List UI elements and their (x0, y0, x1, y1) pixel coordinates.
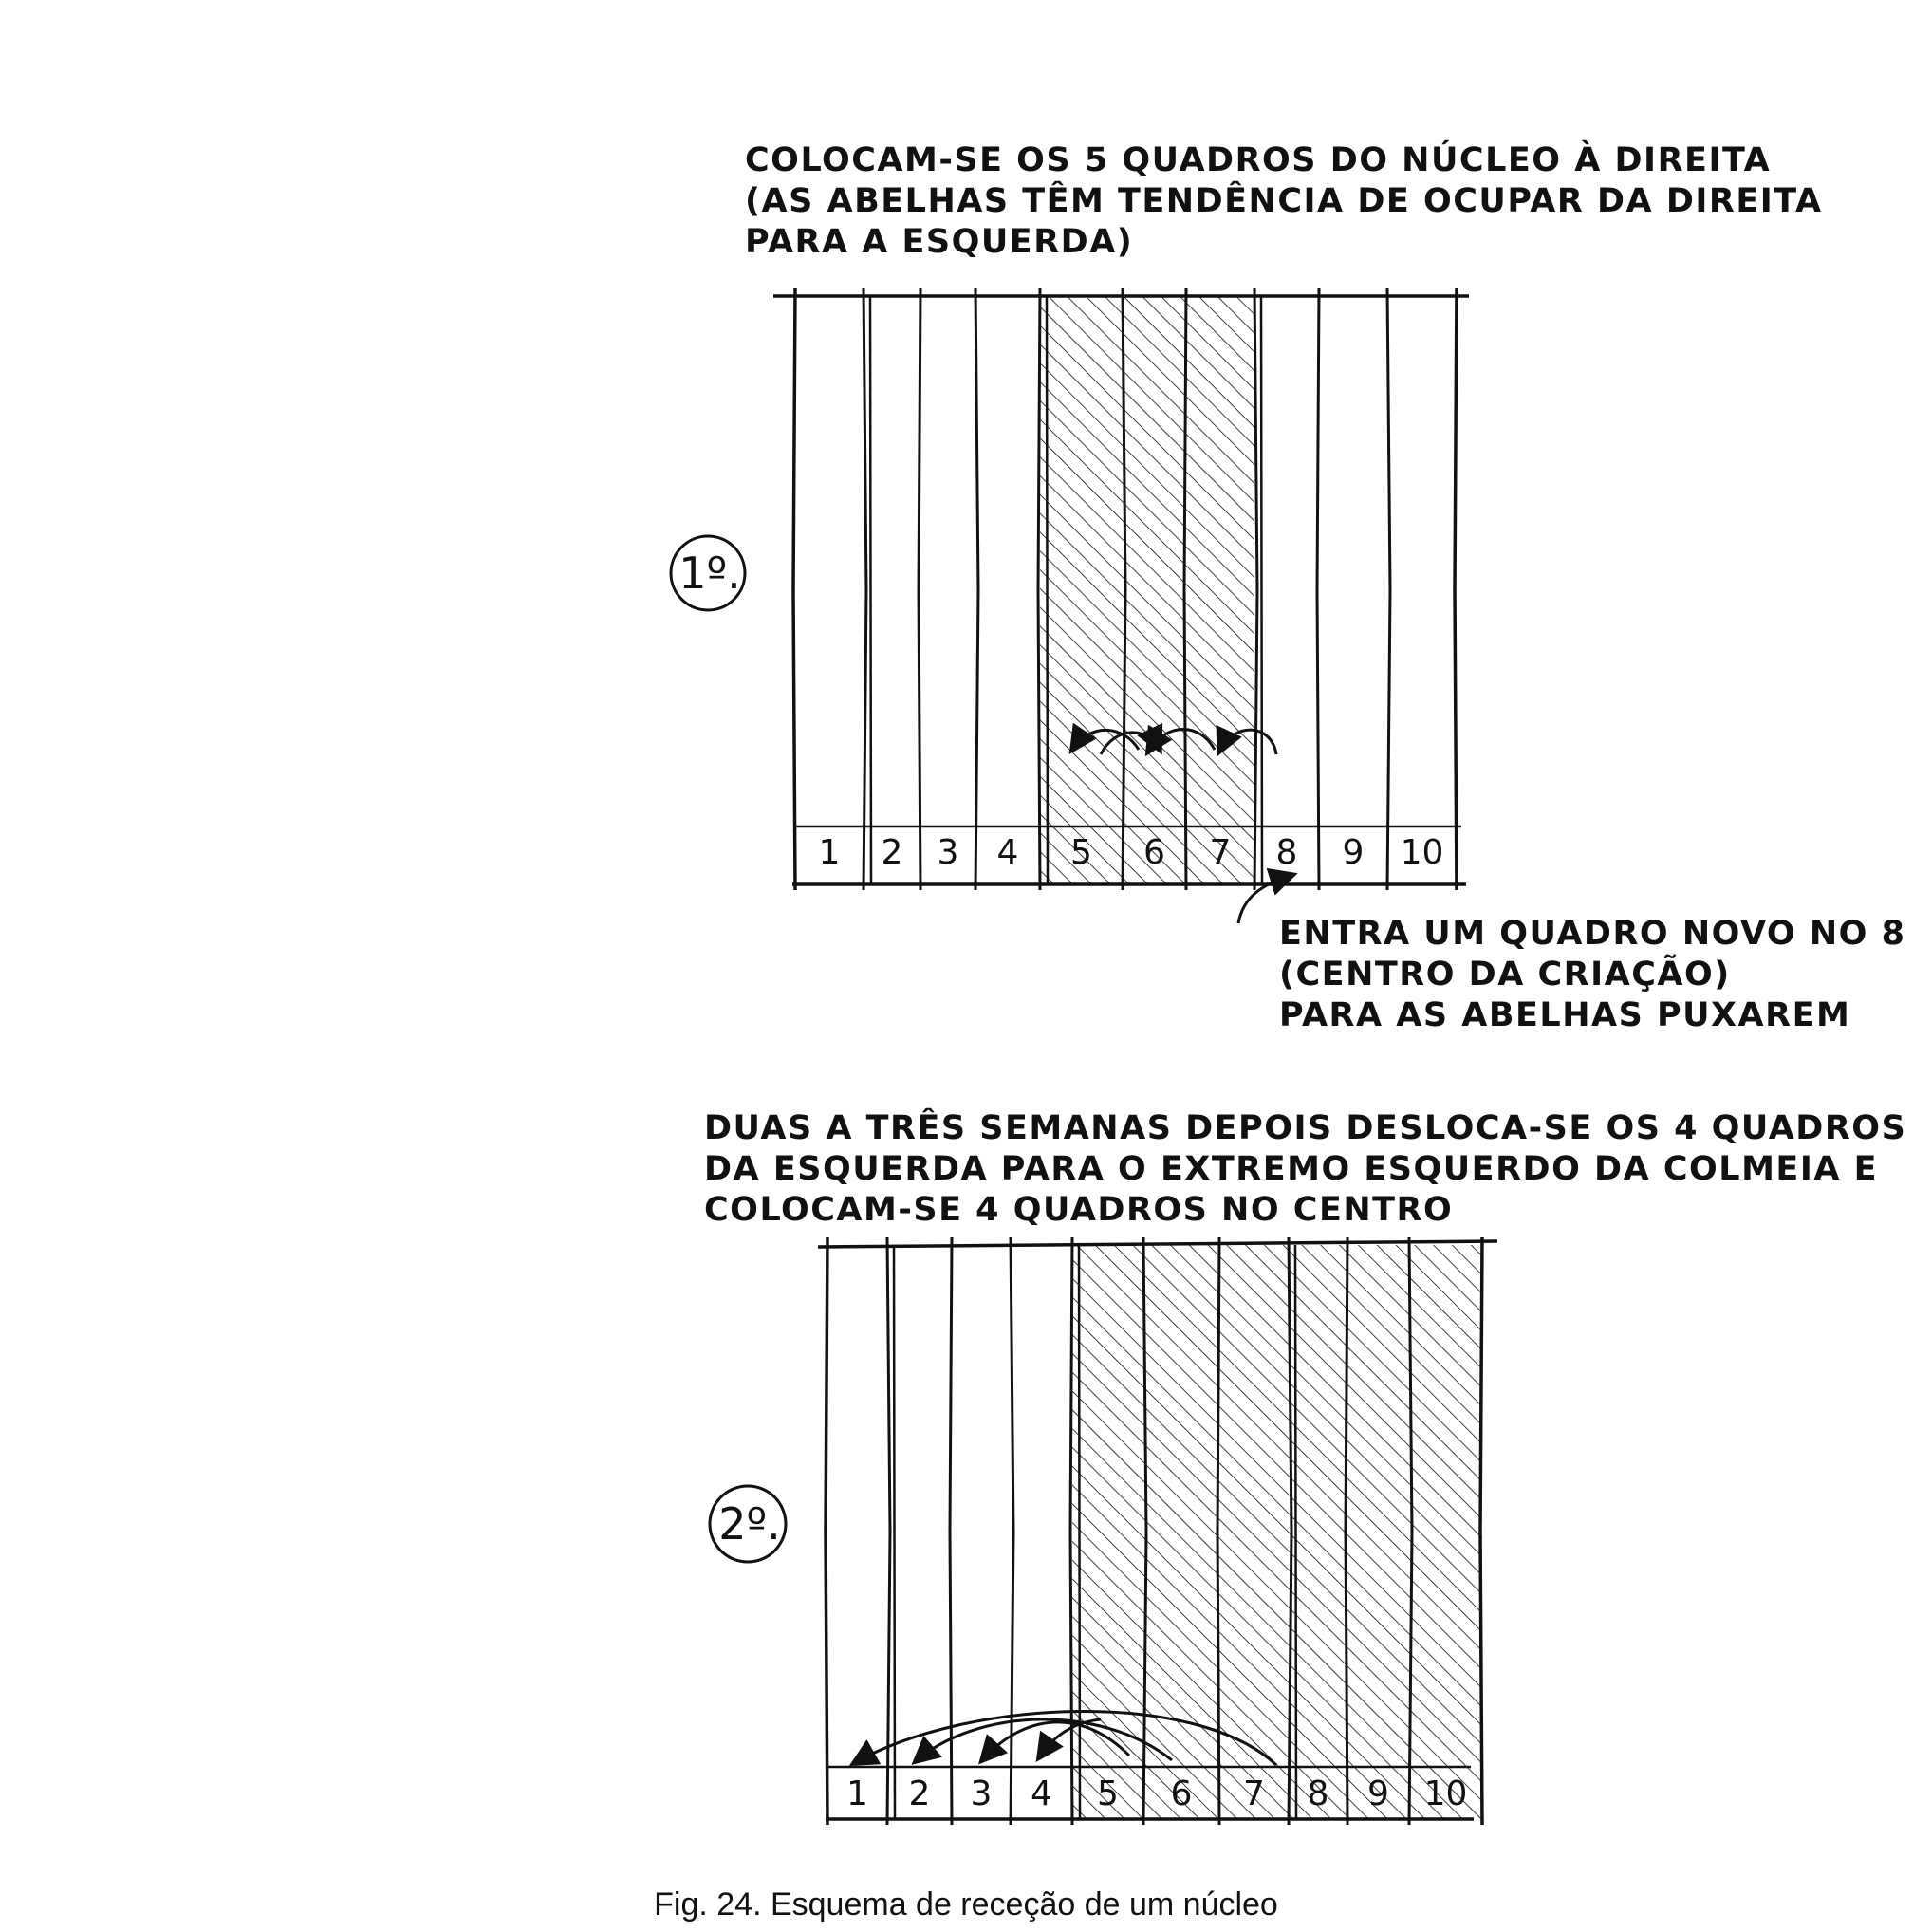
frame-number-label: 10 (1423, 1774, 1468, 1813)
frame-divider (1295, 1245, 1296, 1819)
frame-number-label: 7 (1209, 833, 1232, 872)
frame-divider (864, 288, 866, 890)
frame-number-label: 2 (908, 1774, 931, 1813)
frame-divider (1070, 1237, 1072, 1825)
frame-divider (1455, 288, 1457, 890)
hatched-frame (1143, 1245, 1219, 1819)
frame-divider (793, 288, 795, 890)
hive-step1 (671, 288, 1469, 923)
frame-divider (1387, 288, 1390, 890)
frame-divider (950, 1237, 952, 1825)
frame-number-label: 7 (1243, 1774, 1265, 1813)
step2-badge: 2º. (718, 1498, 781, 1550)
hatched-frame (1072, 1245, 1143, 1819)
frame-number-label: 9 (1367, 1774, 1389, 1813)
frame-divider (1038, 288, 1040, 890)
step1-badge: 1º. (678, 548, 741, 599)
step2-heading-line: DA ESQUERDA PARA O EXTREMO ESQUERDO DA COLMEIA E (704, 1150, 1879, 1188)
frame-number-label: 10 (1400, 833, 1444, 872)
frame-number-label: 3 (970, 1774, 993, 1813)
frame-number-label: 6 (1170, 1774, 1193, 1813)
frame-number-label: 1 (846, 1774, 868, 1813)
frame-divider (1480, 1237, 1482, 1825)
step1-heading-line: (AS ABELHAS TÊM TENDÊNCIA DE OCUPAR DA DIREITA (745, 182, 1823, 220)
step2-heading-line: DUAS A TRÊS SEMANAS DEPOIS DESLOCA-SE OS 4 QUADROS (704, 1109, 1907, 1147)
frame-number-label: 4 (996, 833, 1019, 872)
frame-divider (894, 1245, 895, 1819)
step1-note-line: (CENTRO DA CRIAÇÃO) (1279, 956, 1731, 994)
hatched-frame (1289, 1245, 1347, 1819)
step1-note-line: PARA AS ABELHAS PUXAREM (1279, 996, 1851, 1034)
frame-divider (887, 1237, 890, 1825)
frame-number-label: 9 (1342, 833, 1365, 872)
hatched-frames-step1 (1040, 296, 1254, 884)
figure-caption: Fig. 24. Esquema de receção de um núcleo (654, 1886, 1278, 1923)
step1-note-line: ENTRA UM QUADRO NOVO NO 8 (1279, 915, 1906, 953)
frame-divider (1254, 288, 1257, 890)
hatched-frame (1123, 296, 1186, 884)
frame-divider (826, 1237, 827, 1825)
hatched-frame (1219, 1245, 1289, 1819)
frame-divider (870, 296, 871, 884)
step1-heading-line: PARA A ESQUERDA) (745, 223, 1134, 261)
frame-number-label: 2 (881, 833, 903, 872)
hatched-frame (1347, 1245, 1409, 1819)
step1-heading-line: COLOCAM-SE OS 5 QUADROS DO NÚCLEO À DIREITA (745, 141, 1772, 179)
frame-number-label: 3 (937, 833, 959, 872)
frame-divider (1317, 288, 1319, 890)
frame-number-label: 1 (818, 833, 841, 872)
hatched-frame (1040, 296, 1123, 884)
hatched-frames-step2 (1072, 1245, 1482, 1819)
hatched-frame (1186, 296, 1254, 884)
frame-number-label: 4 (1031, 1774, 1052, 1813)
frame-number-label: 5 (1097, 1774, 1119, 1813)
frame-divider (919, 288, 920, 890)
frame-number-label: 5 (1070, 833, 1092, 872)
frame-divider (1261, 296, 1262, 884)
step2-heading-line: COLOCAM-SE 4 QUADROS NO CENTRO (704, 1191, 1454, 1229)
hatched-frame (1409, 1245, 1482, 1819)
frame-divider (975, 288, 978, 890)
hive-step2 (710, 1237, 1497, 1825)
frame-number-label: 8 (1275, 833, 1298, 872)
frame-divider (1047, 296, 1048, 884)
frame-number-label: 8 (1307, 1774, 1329, 1813)
frame-number-label: 6 (1143, 833, 1165, 872)
frame-divider (1079, 1245, 1080, 1819)
